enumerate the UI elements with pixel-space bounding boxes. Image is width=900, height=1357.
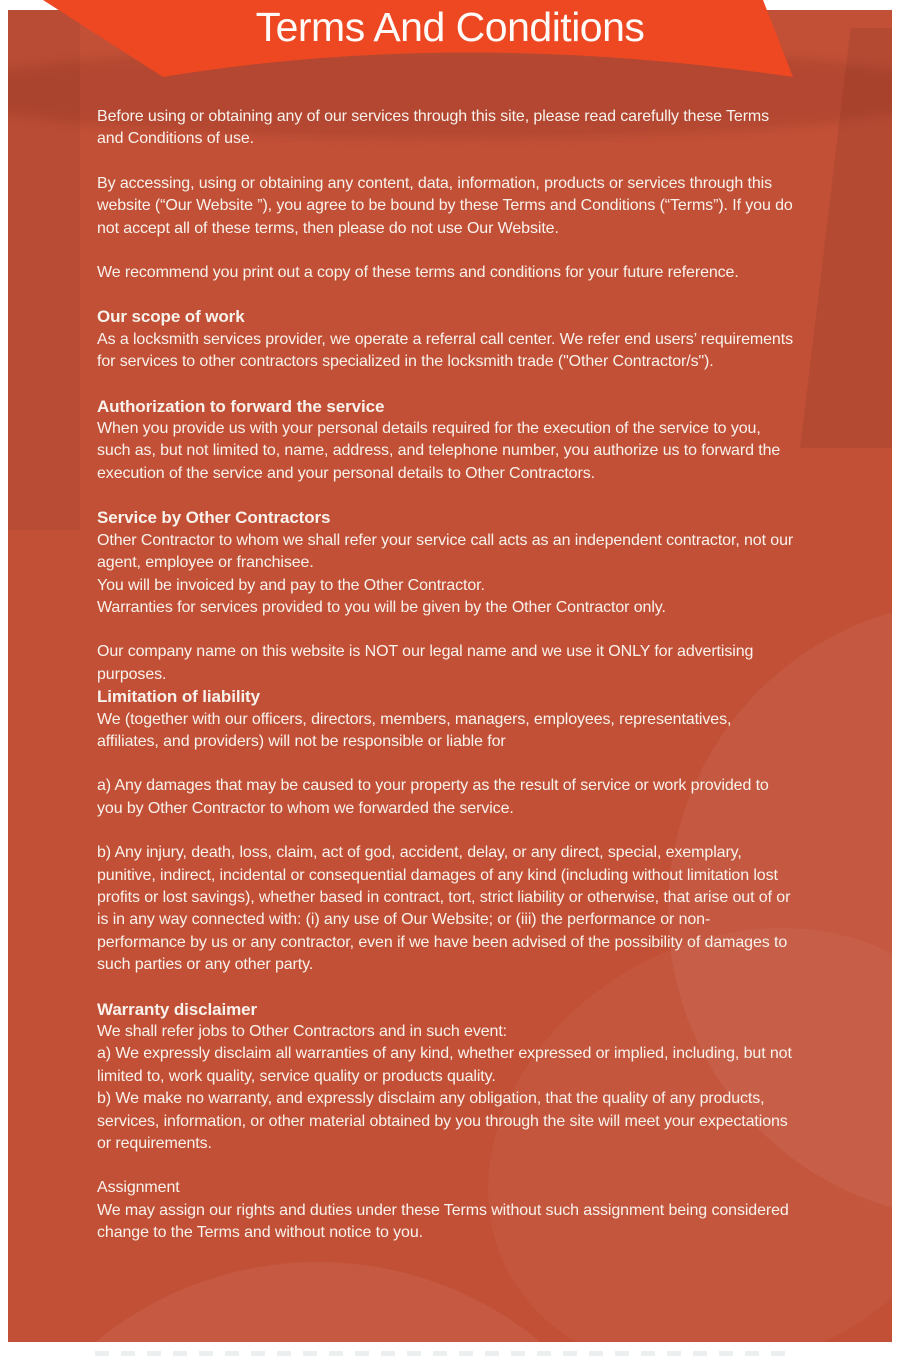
section-body-service-line-3: Warranties for services provided to you will be given by the Other Contractor only. <box>97 598 666 616</box>
section-heading-authorization: Authorization to forward the service <box>97 396 385 416</box>
section-body-warranty-intro: We shall refer jobs to Other Contractors and in such event: <box>97 1023 508 1040</box>
section-body-service-line-1: Other Contractor to whom we shall refer your service call acts as an independent contractor, not our agent, employee or franchisee. <box>97 531 794 572</box>
section-body-service-line-2: You will be invoiced by and pay to the Other Contractor. <box>97 576 485 594</box>
intro-paragraph-1: Before using or obtaining any of our services through this site, please read carefully these Terms and Conditions of use. <box>97 108 770 148</box>
section-body-warranty-b: b) We make no warranty, and expressly disclaim any obligation, that the quality of any products, services, information, or other material obtained by you through the site will meet your expectations or requirements. <box>97 1090 788 1153</box>
section-body-liability-intro: We (together with our officers, directors, members, managers, employees, representatives, affiliates, and providers) will not be responsible or liable for <box>97 710 732 750</box>
intro-paragraph-3: We recommend you print out a copy of these terms and conditions for your future reference. <box>97 264 739 282</box>
section-body-liability-a: a) Any damages that may be caused to your property as the result of service or work provided to you by Other Contractor to whom we forwarded the service. <box>97 777 769 817</box>
page-title: Terms And Conditions <box>255 4 645 50</box>
section-heading-assignment: Assignment <box>97 1179 180 1197</box>
section-body-assignment: We may assign our rights and duties under these Terms without such assignment being considered change to the Terms and without notice to you. <box>97 1201 789 1242</box>
section-heading-warranty-disclaimer: Warranty disclaimer <box>97 999 257 1019</box>
terms-card <box>8 10 892 1342</box>
terms-content <box>97 106 797 1245</box>
section-body-authorization: When you provide us with your personal details required for the execution of the service to you, such as, but not limited to, name, address, and telephone number, you authorize us to forward the execution of the service and your personal details to Other Contractors. <box>97 420 781 482</box>
section-heading-limitation-of-liability: Limitation of liability <box>97 687 260 707</box>
section-heading-scope-of-work: Our scope of work <box>97 307 245 327</box>
section-body-liability-b: b) Any injury, death, loss, claim, act of god, accident, delay, or any direct, special, exemplary, punitive, indirect, incidental or consequential damages of any kind (including without limitation lost profits or lost savings), whether based in contract, tort, strict liability or otherwise, that arise out of or is in any way connected with: (i) any use of Our Website; or (iii) the performance or non-performance by us or any contractor, even if we have been advised of the possibility of damages to such parties or any other party. <box>97 844 791 974</box>
section-body-warranty-a: a) We expressly disclaim all warranties of any kind, whether expressed or implied, including, but not limited to, work quality, service quality or products quality. <box>97 1045 792 1085</box>
company-name-note: Our company name on this website is NOT our legal name and we use it ONLY for advertising purposes. <box>97 643 754 683</box>
section-heading-service-by-contractors: Service by Other Contractors <box>97 508 331 528</box>
section-body-scope-of-work: As a locksmith services provider, we operate a referral call center. We refer end users’ requirements for services to other contractors specialized in the locksmith trade ("Other Contractor/s"). <box>97 330 793 371</box>
decor-right-wedge <box>800 28 892 448</box>
intro-paragraph-2: By accessing, using or obtaining any content, data, information, products or services through this website (“Our Website ”), you agree to be bound by these Terms and Conditions (“Terms”). If you do not accept all of these terms, then please do not use Our Website. <box>97 174 793 237</box>
decor-circle-bottom <box>8 1262 668 1342</box>
cut-off-footer-text-artifact <box>95 1351 790 1356</box>
